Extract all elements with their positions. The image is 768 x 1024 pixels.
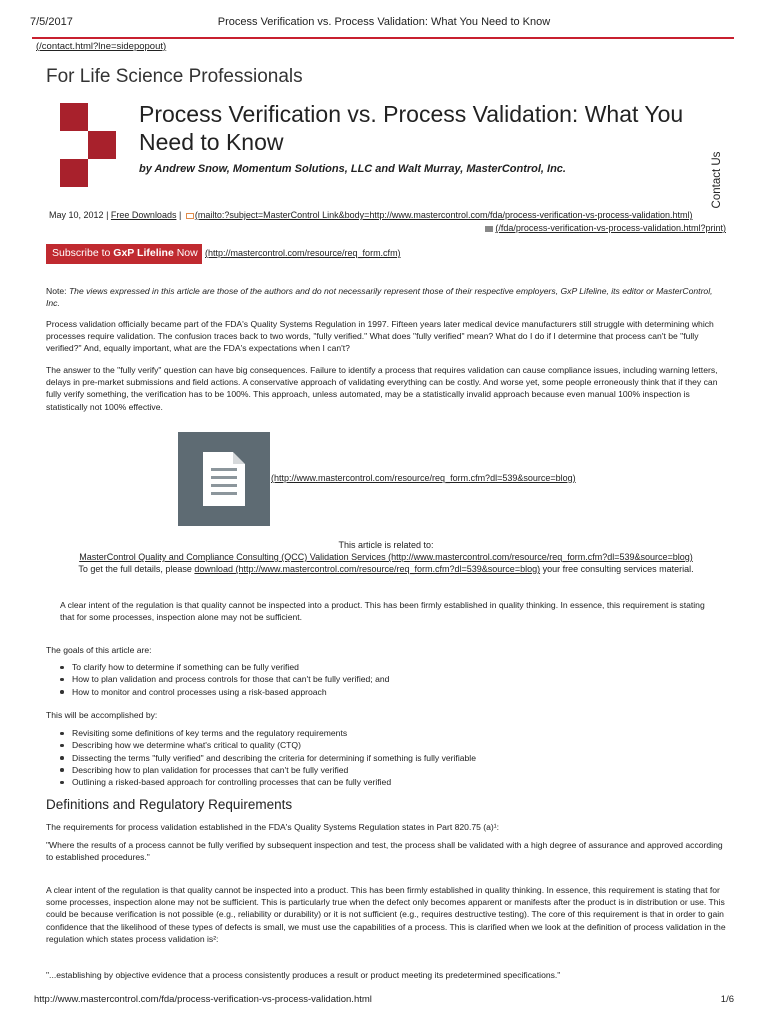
related-block xyxy=(46,539,726,575)
definition-quote: "...establishing by objective evidence that a process consistently produces a result or product meeting its predetermined specifications." xyxy=(46,970,561,980)
footer-url: http://www.mastercontrol.com/fda/process-verification-vs-process-validation.html xyxy=(34,994,372,1005)
list-item: Revisiting some definitions of key terms and the regulatory requirements xyxy=(60,727,476,739)
category-link[interactable]: Free Downloads xyxy=(110,210,177,220)
page-number: 1/6 xyxy=(720,994,734,1005)
article-meta xyxy=(49,210,726,220)
list-item: Describing how to plan validation for processes that can't be fully verified xyxy=(60,764,476,776)
meta-separator: | xyxy=(106,210,109,220)
list-item: Describing how we determine what's critical to quality (CTQ) xyxy=(60,739,476,751)
site-tagline: For Life Science Professionals xyxy=(46,66,303,87)
logo-square xyxy=(60,159,88,187)
email-share-link[interactable]: (mailto:?subject=MasterControl Link&body=http://www.mastercontrol.com/fda/process-verification-vs-process-validation.html) xyxy=(194,210,693,220)
logo-square xyxy=(60,103,88,131)
list-item: To clarify how to determine if something can be fully verified xyxy=(60,661,389,673)
note-label: Note: xyxy=(46,286,69,296)
print-title: Process Verification vs. Process Validation: What You Need to Know xyxy=(217,16,551,28)
goals-list xyxy=(60,661,389,698)
meta-separator: | xyxy=(178,210,182,220)
download-line xyxy=(46,563,726,575)
requirements-paragraph: The requirements for process validation established in the FDA's Quality Systems Regulation states in Part 820.75 (a)¹: xyxy=(46,822,500,832)
note-paragraph xyxy=(46,285,726,309)
list-item: Outlining a risked-based approach for controlling processes that can be fully verified xyxy=(60,776,476,788)
related-heading: This article is related to: xyxy=(338,540,434,550)
print-link-row xyxy=(485,223,726,233)
email-icon xyxy=(186,213,194,219)
print-header xyxy=(30,16,738,30)
goals-intro: The goals of this article are: xyxy=(46,645,152,655)
print-date: 7/5/2017 xyxy=(30,16,73,28)
document-link[interactable]: (http://www.mastercontrol.com/resource/req_form.cfm?dl=539&source=blog) xyxy=(271,473,576,483)
list-item: How to plan validation and process controls for those that can't be fully verified; and xyxy=(60,673,389,685)
download-link[interactable]: download (http://www.mastercontrol.com/resource/req_form.cfm?dl=539&source=blog) xyxy=(194,564,541,574)
regulation-quote: "Where the results of a process cannot be fully verified by subsequent inspection and test, the process shall be validated with a high degree of assurance and approved according to established procedures." xyxy=(46,840,723,863)
logo-square xyxy=(88,131,116,159)
download-prefix: To get the full details, please xyxy=(78,564,195,574)
intent-paragraph: A clear intent of the regulation is that quality cannot be inspected into a product. This has been firmly established in quality thinking. In essence, this requirement is stating that for some processes, inspection alone may not be sufficient. This is particularly true when the defect only becomes apparent or manifests after the product is in distribution or use. This could be because verification is not possible (e.g., reliability or durability) or it is not sufficient (e.g., requires destructive testing). The core of this requirement is that in order to gain confidence that the likelihood of these types of defects is small, we must use the capabilities of a process. This is clarified when we look at the definition of process validation in the regulation which states process validation is²: xyxy=(46,885,726,944)
contact-link[interactable]: (/contact.html?lne=sidepopout) xyxy=(36,41,167,52)
subscribe-prefix: Subscribe to xyxy=(52,247,114,259)
list-item: How to monitor and control processes using a risk-based approach xyxy=(60,686,389,698)
article-title: Process Verification vs. Process Validation: What You Need to Know xyxy=(139,101,684,155)
contact-us-tab[interactable] xyxy=(706,150,726,216)
accomplished-list xyxy=(60,727,476,788)
note-text: The views expressed in this article are those of the authors and do not necessarily represent those of their respective employers, GxP Lifeline, its editor or MasterControl, Inc. xyxy=(46,286,713,309)
accomplished-intro: This will be accomplished by: xyxy=(46,710,158,720)
download-suffix: your free consulting services material. xyxy=(540,564,694,574)
subscribe-button[interactable] xyxy=(46,244,202,264)
list-item: Dissecting the terms "fully verified" and describing the criteria for determining if something is fully verifiable xyxy=(60,752,476,764)
section-heading: Definitions and Regulatory Requirements xyxy=(46,797,293,812)
subscribe-link[interactable]: (http://mastercontrol.com/resource/req_form.cfm) xyxy=(205,248,401,258)
article-date: May 10, 2012 xyxy=(49,210,104,220)
contact-us-label: Contact Us xyxy=(711,151,723,209)
mastercontrol-logo xyxy=(60,103,116,187)
document-thumbnail[interactable] xyxy=(178,432,270,526)
related-service-link[interactable]: MasterControl Quality and Compliance Consulting (QCC) Validation Services (http://www.mastercontrol.com/resource/req_form.cfm?dl=539&source=blog) xyxy=(79,552,693,562)
subscribe-suffix: Now xyxy=(173,247,198,259)
consequences-paragraph: The answer to the "fully verify" question can have big consequences. Failure to identify a process that requires validation can cause compliance issues, including warning letters, delays in pre-market submissions and field actions. A conservative approach of validating everything can be costly. And worse yet, some people erroneously think that if they can fully verify something, the verification has to be 100%. This approach, unless automated, may be a statistically invalid approach because even manual 100% inspection is statistically not 100% effective. xyxy=(46,365,718,412)
subscribe-brand: GxP Lifeline xyxy=(113,247,174,259)
callout-paragraph: A clear intent of the regulation is that quality cannot be inspected into a product. This has been firmly established in quality thinking. In essence, this requirement is stating that for some processes, inspection alone may not be sufficient. xyxy=(60,600,705,623)
header-rule xyxy=(32,37,734,39)
document-icon xyxy=(203,452,245,506)
print-link[interactable]: (/fda/process-verification-vs-process-validation.html?print) xyxy=(495,223,726,233)
article-byline: by Andrew Snow, Momentum Solutions, LLC and Walt Murray, MasterControl, Inc. xyxy=(139,163,566,175)
print-icon xyxy=(485,226,493,232)
intro-paragraph: Process validation officially became part of the FDA's Quality Systems Regulation in 1997. Fifteen years later medical device manufacturers still struggle with determining which processes require validation. The confusion traces back to two words, "fully verified." What does "fully verified" mean? What do I do if I determine that process can't be "fully verified?" And, equally important, what are the FDA's expectations when I can't? xyxy=(46,319,714,354)
